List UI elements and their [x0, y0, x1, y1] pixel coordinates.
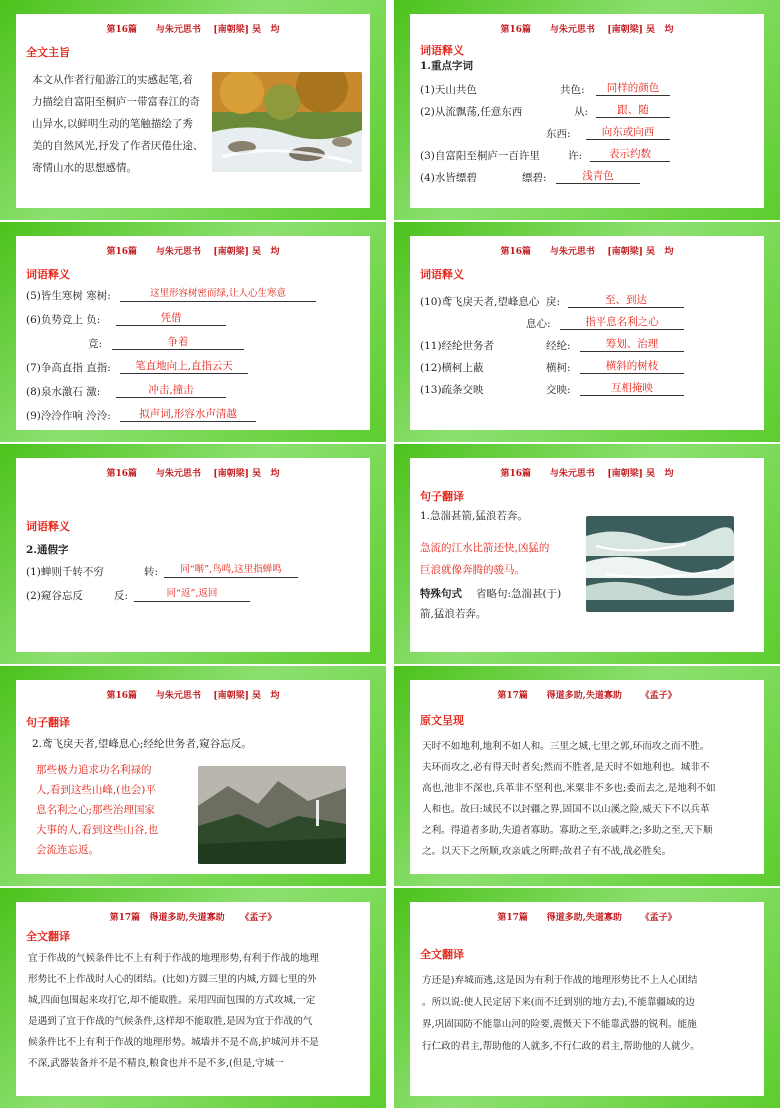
section-title: 句子翻译 — [26, 716, 70, 729]
translation-text — [28, 948, 319, 1074]
vocab-key: 许: — [568, 150, 583, 162]
slide-paper — [410, 236, 764, 430]
slide-paper — [16, 14, 370, 208]
text-line: 方还是)弃城而逃,这是因为有利于作战的地理形势比不上人心团结 — [422, 975, 698, 986]
slide-header: 第16篇 与朱元思书 [南朝梁] 吴 均 — [500, 25, 674, 35]
text-line: 之利。得道者多助,失道者寡助。寡助之至,亲戚畔之;多助之至,天下顺 — [422, 825, 713, 836]
vocab-answer: 浅青色 — [556, 169, 640, 184]
text-line: 是遇到了宜于作战的气候条件,这样却不能取胜,是因为宜于作战的气 — [28, 1016, 313, 1027]
vocab-answer: 争着 — [112, 335, 244, 350]
text-line: 不深,武器装备并不是不精良,粮食也并不是不多,(但是,守城一 — [28, 1058, 284, 1069]
vocab-item: (1)天山共色 — [420, 84, 477, 96]
slide-header: 第16篇 与朱元思书 [南朝梁] 吴 均 — [106, 247, 280, 257]
sentence: 1.急湍甚箭,猛浪若奔。 — [420, 510, 528, 522]
section-title: 句子翻译 — [420, 490, 464, 503]
slide-3[interactable] — [0, 222, 386, 442]
slide-5[interactable] — [0, 444, 386, 664]
vocab-answer: 指平息名利之心 — [560, 315, 684, 330]
slide-7[interactable] — [0, 666, 386, 886]
vocab-item: (1)蝉则千转不穷 — [26, 566, 104, 578]
text-line: 形势比不上作战时人心的团结。(比如)方圆三里的内城,方圆七里的外 — [28, 974, 317, 985]
vocab-item: (6)负势竞上 负: — [26, 314, 101, 326]
section-title: 全文翻译 — [420, 948, 464, 961]
slide-header: 第16篇 与朱元思书 [南朝梁] 吴 均 — [106, 691, 280, 701]
section-title: 原文呈现 — [420, 714, 464, 727]
translation-line: 急流的江水比箭还快,凶猛的 — [420, 542, 550, 554]
slide-header: 第17篇 得道多助,失道寡助 《孟子》 — [497, 913, 677, 923]
vocab-key: 东西: — [546, 128, 571, 140]
vocab-answer: 凭借 — [116, 311, 226, 326]
section-title: 词语释义 — [26, 268, 70, 281]
text-line: 行仁政的君主,帮助他的人就多,不行仁政的君主,帮助他的人就少。 — [422, 1041, 700, 1052]
rapids-photo — [586, 516, 734, 612]
subsection-title: 1.重点字词 — [420, 60, 473, 72]
vocab-answer: 横斜的树枝 — [580, 359, 684, 374]
text-line: 界,巩固国防不能靠山河的险要,震慑天下不能靠武器的锐利。能施 — [422, 1019, 697, 1030]
note-label: 特殊句式 — [420, 588, 462, 600]
text-line: 候条件比不上有利于作战的地理形势。城墙并不是不高,护城河并不是 — [28, 1037, 319, 1048]
vocab-key: 交映: — [546, 384, 571, 396]
slide-header: 第16篇 与朱元思书 [南朝梁] 吴 均 — [500, 469, 674, 479]
original-text — [422, 736, 716, 862]
vocab-item: (12)横柯上蔽 — [420, 362, 484, 374]
note-text: 省略句:急湍甚(于) — [476, 588, 562, 600]
vocab-key: 横柯: — [546, 362, 571, 374]
vocab-key: 戾: — [546, 296, 561, 308]
translation-line: 那些极力追求功名利禄的 — [36, 764, 152, 776]
vocab-key: 从: — [574, 106, 589, 118]
vocab-item: (2)从流飘荡,任意东西 — [420, 106, 523, 118]
vocab-answer: 笔直地向上,直指云天 — [120, 359, 248, 374]
vocab-answer: 拟声词,形容水声清越 — [120, 407, 256, 422]
vocab-item: (7)争高直指 直指: — [26, 362, 111, 374]
slide-header: 第16篇 与朱元思书 [南朝梁] 吴 均 — [106, 25, 280, 35]
vocab-answer: 冲击,撞击 — [116, 383, 226, 398]
vocab-item: (3)自富阳至桐庐一百许里 — [420, 150, 540, 162]
vocab-item: (5)皆生寒树 寒树: — [26, 290, 111, 302]
vocab-answer: 同“返”,返回 — [134, 587, 250, 602]
note-text: 箭,猛浪若奔。 — [420, 608, 487, 620]
translation-line: 会流连忘返。 — [36, 844, 99, 856]
section-title: 词语释义 — [420, 268, 464, 281]
text-line: 。所以说:使人民定居下来(而不迁到别的地方去),不能靠疆域的边 — [422, 997, 695, 1008]
slide-paper — [16, 680, 370, 874]
text-line: 之。以天下之所顺,攻亲戚之所畔;故君子有不战,战必胜矣。 — [422, 846, 672, 857]
section-title: 词语释义 — [26, 520, 70, 533]
vocab-answer: 筹划、治理 — [580, 337, 684, 352]
section-title: 全文翻译 — [26, 930, 70, 943]
section-title: 全文主旨 — [26, 46, 70, 59]
text-line: 夫环而攻之,必有得天时者矣;然而不胜者,是天时不如地利也。城非不 — [422, 762, 710, 773]
vocab-item: (4)水皆缥碧 — [420, 172, 477, 184]
slide-header: 第16篇 与朱元思书 [南朝梁] 吴 均 — [106, 469, 280, 479]
text-line: 城,四面包围起来攻打它,却不能取胜。采用四面包围的方式攻城,一定 — [28, 995, 316, 1006]
slide-1[interactable] — [0, 0, 386, 220]
slide-9[interactable] — [0, 888, 386, 1108]
slide-paper — [410, 680, 764, 874]
summary-line: 本文从作者行船游江的实感起笔,着 — [32, 74, 193, 86]
river-photo — [212, 72, 362, 172]
text-line: 人和也。故曰:域民不以封疆之界,固国不以山溪之险,威天下不以兵革 — [422, 804, 710, 815]
vocab-key: 共色: — [560, 84, 585, 96]
vocab-answer: 表示约数 — [590, 147, 670, 162]
slide-paper — [16, 902, 370, 1096]
translation-line: 人,看到这些山峰,(也会)平 — [36, 784, 156, 796]
slide-paper — [410, 902, 764, 1096]
valley-photo — [198, 766, 346, 864]
section-title: 词语释义 — [420, 44, 464, 57]
vocab-item: (10)鸢飞戾天者,望峰息心 — [420, 296, 540, 308]
vocab-item: (8)泉水激石 激: — [26, 386, 101, 398]
text-line: 宜于作战的气候条件比不上有利于作战的地理形势,有利于作战的地理 — [28, 953, 319, 964]
vocab-key: 息心: — [526, 318, 551, 330]
text-line: 天时不如地利,地利不如人和。三里之城,七里之郭,环而攻之而不胜。 — [422, 741, 710, 752]
translation-text — [422, 970, 700, 1058]
vocab-answer: 同“啭”,鸟鸣,这里指蝉鸣 — [164, 563, 298, 578]
vocab-key: 反: — [114, 590, 129, 602]
summary-line: 山异水,以鲜明生动的笔触描绘了秀 — [32, 118, 193, 130]
summary-line: 寄情山水的思想感情。 — [32, 162, 137, 174]
slide-4[interactable] — [394, 222, 780, 442]
slide-paper — [410, 14, 764, 208]
vocab-item: (9)泠泠作响 泠泠: — [26, 410, 111, 422]
vocab-key: 缥碧: — [522, 172, 547, 184]
vocab-answer: 跟、随 — [596, 103, 670, 118]
slide-10[interactable] — [394, 888, 780, 1108]
vocab-answer: 互相掩映 — [580, 381, 684, 396]
vocab-answer: 向东或向西 — [586, 125, 670, 140]
slide-8[interactable] — [394, 666, 780, 886]
vocab-key: 转: — [144, 566, 159, 578]
vocab-key: 经纶: — [546, 340, 571, 352]
vocab-item: 竞: — [88, 338, 103, 350]
slide-paper — [16, 458, 370, 652]
text-line: 高也,池非不深也,兵革非不坚利也,米粟非不多也;委而去之,是地利不如 — [422, 783, 716, 794]
subsection-title: 2.通假字 — [26, 544, 69, 556]
vocab-item: (13)疏条交映 — [420, 384, 484, 396]
vocab-item: (2)窥谷忘反 — [26, 590, 83, 602]
slide-header: 第17篇 得道多助,失道寡助 《孟子》 — [109, 913, 277, 923]
slide-paper — [16, 236, 370, 430]
slide-header: 第17篇 得道多助,失道寡助 《孟子》 — [497, 691, 677, 701]
slide-paper — [410, 458, 764, 652]
vocab-answer: 同样的颜色 — [596, 81, 670, 96]
sentence: 2.鸢飞戾天者,望峰息心;经纶世务者,窥谷忘反。 — [32, 738, 252, 750]
slide-6[interactable] — [394, 444, 780, 664]
vocab-item: (11)经纶世务者 — [420, 340, 495, 352]
vocab-answer: 这里形容树密而绿,让人心生寒意 — [120, 287, 316, 302]
summary-line: 美的自然风光,抒发了作者厌倦仕途、 — [32, 140, 204, 152]
translation-line: 巨浪就像奔腾的骏马。 — [420, 564, 525, 576]
translation-line: 大事的人,看到这些山谷,也 — [36, 824, 159, 836]
summary-line: 力描绘自富阳至桐庐一带富春江的奇 — [32, 96, 200, 108]
slide-header: 第16篇 与朱元思书 [南朝梁] 吴 均 — [500, 247, 674, 257]
translation-line: 息名利之心;那些治理国家 — [36, 804, 156, 816]
vocab-answer: 至、到达 — [568, 293, 684, 308]
slide-2[interactable] — [394, 0, 780, 220]
